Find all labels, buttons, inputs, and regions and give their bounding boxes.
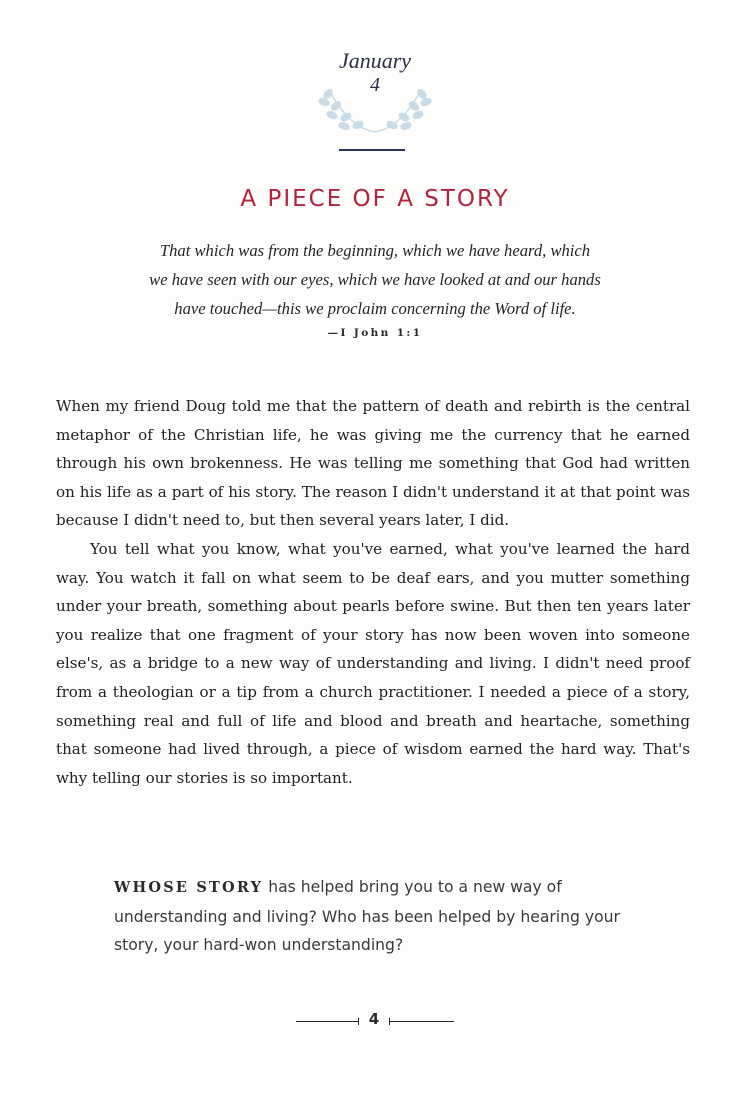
epigraph bbox=[100, 236, 650, 323]
footer-rule-left bbox=[296, 1021, 359, 1022]
page-footer bbox=[0, 1010, 750, 1034]
laurel-wreath-icon bbox=[310, 70, 440, 140]
epigraph-line: That which was from the beginning, which we have heard, which bbox=[159, 241, 591, 260]
page-number: 4 bbox=[368, 1010, 380, 1028]
day-number: 4 bbox=[370, 74, 380, 96]
page-title: A PIECE OF A STORY bbox=[240, 186, 510, 212]
reflection-prompt bbox=[114, 873, 644, 960]
footer-rule-right bbox=[389, 1021, 454, 1022]
header-rule bbox=[339, 149, 405, 151]
footer-tick bbox=[358, 1018, 359, 1025]
reflection-text: has helped bring you to a new way of understanding and living? Who has been helped by hearing your story, your hard-won understanding? bbox=[114, 878, 620, 954]
scripture-citation: —I John 1:1 bbox=[327, 327, 423, 339]
devotional-body bbox=[56, 392, 690, 792]
body-paragraph: You tell what you know, what you've earned, what you've learned the hard way. You watch it fall on what seem to be deaf ears, and you mutter something under your breath, something about pearls before swine. But then ten years later you realize that one fragment of your story has now been woven into someone else's, as a bridge to a new way of understanding and living. I didn't need proof from a theologian or a tip from a church practitioner. I needed a piece of a story, something real and full of life and blood and breath and heartache, something that someone had lived through, a piece of wisdom earned the hard way. That's why telling our stories is so important. bbox=[56, 539, 690, 787]
epigraph-line: have touched—this we proclaim concerning the Word of life. bbox=[174, 299, 576, 318]
reflection-lead: WHOSE STORY bbox=[114, 879, 264, 896]
date-header bbox=[0, 40, 750, 160]
body-paragraph: When my friend Doug told me that the pattern of death and rebirth is the central metaphor of the Christian life, he was giving me the currency that he earned through his own brokenness. He was telling me something that God had written on his life as a part of his story. The reason I didn't understand it at that point was because I didn't need to, but then several years later, I did. bbox=[56, 397, 690, 530]
month-label: January bbox=[338, 48, 412, 73]
epigraph-line: we have seen with our eyes, which we have looked at and our hands bbox=[149, 270, 601, 289]
